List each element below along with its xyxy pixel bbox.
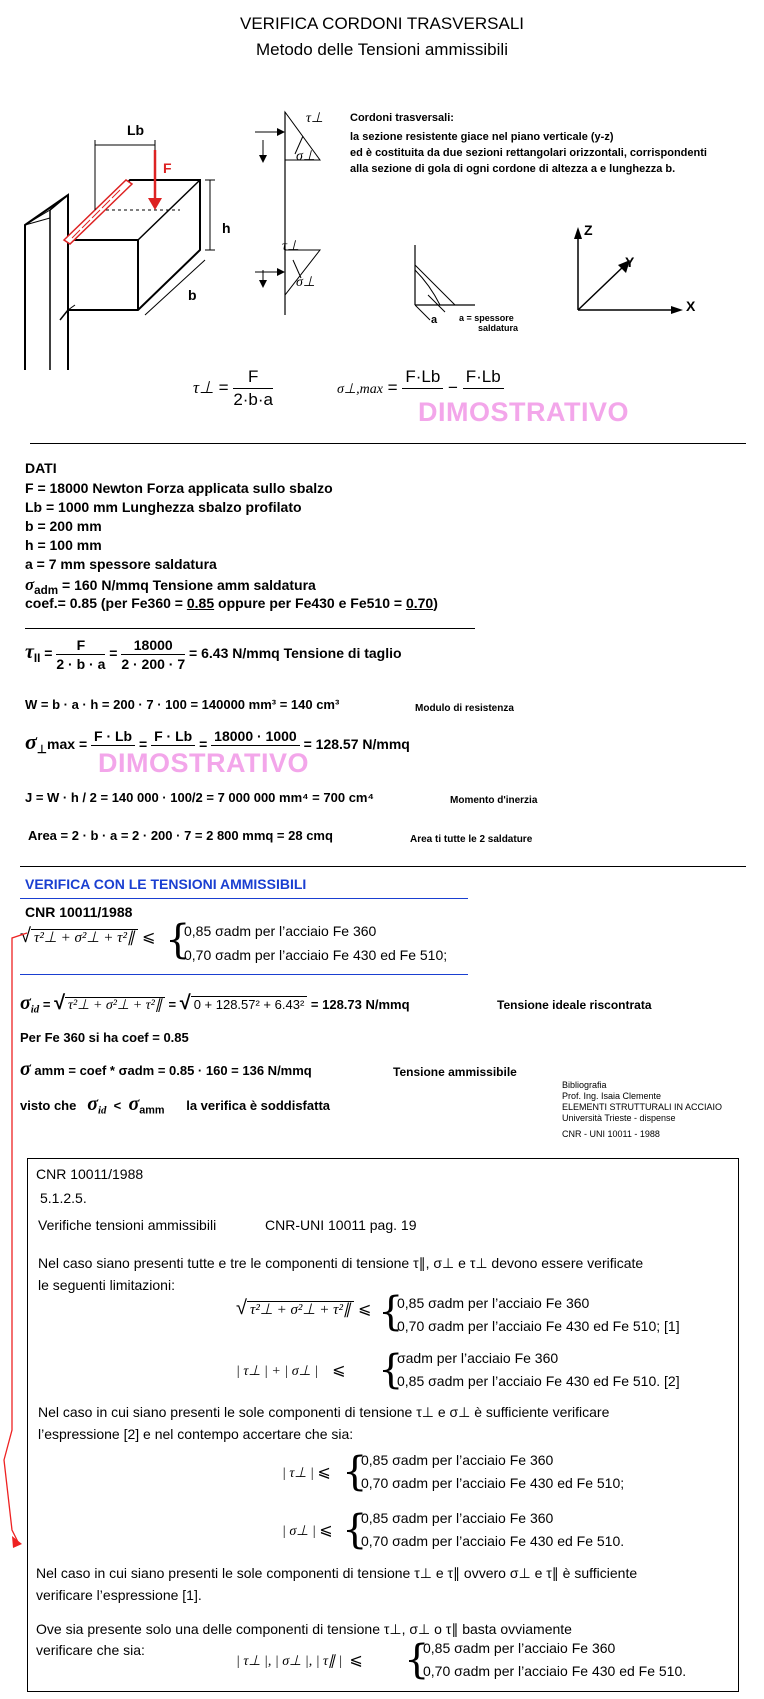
divider-3 bbox=[20, 866, 746, 867]
biblio-5: CNR - UNI 10011 - 1988 bbox=[562, 1129, 660, 1139]
desc-line-1: la sezione resistente giace nel piano verticale (y-z) bbox=[350, 131, 614, 143]
norm-f5-opt2: 0,70 σadm per l’acciaio Fe 430 ed Fe 510. bbox=[423, 1663, 687, 1679]
sigma-amm-note: Tensione ammissibile bbox=[393, 1065, 517, 1079]
norm-f3-opt1: 0,85 σadm per l’acciaio Fe 360 bbox=[361, 1452, 554, 1468]
dati-line-7: coef.= 0.85 (per Fe360 = 0.85 oppure per Fe430 e Fe510 = 0.70) bbox=[25, 595, 438, 611]
biblio-3: ELEMENTI STRUTTURALI IN ACCIAIO bbox=[562, 1102, 723, 1112]
tau-calc: $\tau_{II}$ = $\frac{F}{2 \cdot b \cdot a}$ = $\frac{18000}{2 \cdot 200 \cdot 7}$ = 6.43 N/mmq Tensione di taglio bbox=[25, 637, 402, 672]
norm-f5-opt1: 0,85 σadm per l’acciaio Fe 360 bbox=[423, 1640, 616, 1656]
area-line: Area = 2 · b · a = 2 · 200 · 7 = 2 800 mmq = 28 cmq bbox=[28, 828, 333, 843]
divider-1 bbox=[30, 443, 746, 444]
w-note: Modulo di resistenza bbox=[415, 703, 514, 714]
norm-f1-lhs: √ τ²⊥ + σ²⊥ + τ²∥ ⩽ bbox=[236, 1297, 372, 1319]
j-line: J = W · h / 2 = 140 000 · 100/2 = 7 000 000 mm⁴ = 700 cm⁴ bbox=[25, 790, 374, 805]
j-note: Momento d'inerzia bbox=[450, 795, 538, 806]
norm-box bbox=[27, 1158, 739, 1692]
norm-f5-lhs: | τ⊥ |, | σ⊥ |, | τ∥ | ⩽ bbox=[236, 1652, 363, 1669]
norm-p2b: l’espressione [2] e nel contempo accertare che sia: bbox=[38, 1426, 354, 1442]
brace-6: { bbox=[404, 1637, 430, 1683]
desc-line-2: ed è costituita da due sezioni rettangolari orizzontali, corrispondenti bbox=[350, 147, 707, 159]
beam-diagram bbox=[20, 110, 240, 370]
norm-p4b: verificare che sia: bbox=[36, 1642, 145, 1658]
b-label: b bbox=[188, 287, 197, 303]
norm-f1-opt1: 0,85 σadm per l’acciaio Fe 360 bbox=[397, 1295, 590, 1311]
watermark-mid: DIMOSTRATIVO bbox=[98, 748, 309, 778]
dati-line-2: Lb = 1000 mm Lunghezza sbalzo profilato bbox=[25, 499, 302, 515]
desc-title: Cordoni trasversali: bbox=[350, 112, 454, 124]
dati-heading: DATI bbox=[25, 460, 57, 476]
brace-4: { bbox=[342, 1449, 368, 1495]
verifica-heading: VERIFICA CON LE TENSIONI AMMISSIBILI bbox=[25, 876, 307, 892]
norm-f2-lhs: | τ⊥ | + | σ⊥ | ⩽ bbox=[236, 1362, 346, 1379]
norm-cnr: CNR 10011/1988 bbox=[36, 1166, 144, 1182]
red-connector-arrow bbox=[0, 930, 30, 1560]
norm-f2-opt2: 0,85 σadm per l’acciaio Fe 430 ed Fe 510. [2] bbox=[397, 1373, 680, 1389]
norm-p2a: Nel caso in cui siano presenti le sole componenti di tensione τ⊥ e σ⊥ è sufficiente verificare bbox=[38, 1404, 610, 1420]
biblio-1: Bibliografia bbox=[562, 1080, 607, 1090]
biblio-4: Università Trieste - dispense bbox=[562, 1113, 676, 1123]
area-note: Area ti tutte le 2 saldature bbox=[410, 834, 533, 845]
brace-3: { bbox=[378, 1347, 404, 1393]
stress-triangles bbox=[255, 110, 335, 320]
verifica-opt-1: 0,85 σadm per l’acciaio Fe 360 bbox=[184, 923, 377, 939]
sigma-max-calc: $\sigma_\perp\max$ = F · Lb = F · Lb = 18000 · 1000 = 128.57 N/mmq bbox=[25, 728, 410, 756]
norm-f1-opt2: 0,70 σadm per l’acciaio Fe 430 ed Fe 510; [1] bbox=[397, 1318, 680, 1334]
page-title: VERIFICA CORDONI TRASVERSALI bbox=[239, 14, 525, 33]
desc-line-3: alla sezione di gola di ogni cordone di altezza a e lunghezza b. bbox=[350, 163, 676, 175]
sigma-amm-line: σ amm = coef * σadm = 0.85 · 160 = 136 N/mmq bbox=[20, 1058, 312, 1080]
dati-line-3: b = 200 mm bbox=[25, 518, 102, 534]
fe360-line: Per Fe 360 si ha coef = 0.85 bbox=[20, 1030, 189, 1045]
norm-p1b: le seguenti limitazioni: bbox=[38, 1277, 175, 1293]
norm-p4a: Ove sia presente solo una delle componenti di tensione τ⊥, σ⊥ o τ∥ basta ovviamente bbox=[36, 1621, 572, 1637]
norm-verifiche: Verifiche tensioni ammissibili bbox=[38, 1217, 217, 1233]
axes-diagram bbox=[570, 225, 690, 320]
norm-p1a: Nel caso siano presenti tutte e tre le componenti di tensione τ∥, σ⊥ e τ⊥ devono essere verificate bbox=[38, 1255, 644, 1271]
formula-sigma-max: σ⊥,max = F·Lb − F·Lb bbox=[337, 367, 504, 410]
brace-1: { bbox=[165, 917, 191, 963]
norm-section: 5.1.2.5. bbox=[40, 1190, 87, 1206]
axis-y: Y bbox=[625, 254, 635, 270]
norm-f4-opt1: 0,85 σadm per l’acciaio Fe 360 bbox=[361, 1510, 554, 1526]
brace-2: { bbox=[378, 1289, 404, 1335]
watermark-top: DIMOSTRATIVO bbox=[418, 397, 629, 427]
norm-f3-lhs: | τ⊥ | ⩽ bbox=[282, 1464, 331, 1481]
force-label: F bbox=[163, 160, 172, 176]
sigma-perp-bottom: σ⊥ bbox=[296, 275, 316, 290]
divider-blue-1 bbox=[20, 898, 468, 899]
norm-pag: CNR-UNI 10011 pag. 19 bbox=[265, 1217, 417, 1233]
a-desc-2: saldatura bbox=[478, 323, 519, 333]
norm-f3-opt2: 0,70 σadm per l’acciaio Fe 430 ed Fe 510; bbox=[361, 1475, 625, 1491]
norm-f4-lhs: | σ⊥ | ⩽ bbox=[282, 1522, 333, 1539]
verifica-opt-2: 0,70 σadm per l’acciaio Fe 430 ed Fe 510; bbox=[184, 947, 448, 963]
norm-f2-opt1: σadm per l’acciaio Fe 360 bbox=[397, 1350, 559, 1366]
w-line: W = b · a · h = 200 · 7 · 100 = 140000 mm³ = 140 cm³ bbox=[25, 697, 340, 712]
visto-line: visto che $\sigma_{id} < \sigma_{amm}$ la verifica è soddisfatta bbox=[20, 1093, 330, 1117]
a-desc-1: a = spessore bbox=[459, 313, 514, 323]
a-label: a bbox=[431, 314, 438, 326]
divider-blue-2 bbox=[20, 974, 468, 975]
norm-f4-opt2: 0,70 σadm per l’acciaio Fe 430 ed Fe 510. bbox=[361, 1533, 625, 1549]
dati-line-4: h = 100 mm bbox=[25, 537, 102, 553]
lb-label: Lb bbox=[127, 122, 145, 138]
verifica-formula: √ τ²⊥ + σ²⊥ + τ²∥ ⩽ bbox=[20, 925, 156, 947]
sigma-id-calc: $\sigma_{id}$ = √ τ²⊥ + σ²⊥ + τ²∥ = √ 0 + 128.57² + 6.43² = 128.73 N/mmq bbox=[20, 992, 410, 1016]
axis-x: X bbox=[686, 298, 696, 314]
tau-perp-bottom: τ⊥ bbox=[282, 239, 300, 254]
dati-line-6: $\sigma_{adm} = 160$ N/mmq Tensione amm saldatura bbox=[25, 575, 316, 597]
dati-line-5: a = 7 mm spessore saldatura bbox=[25, 556, 217, 572]
norm-p3a: Nel caso in cui siano presenti le sole componenti di tensione τ⊥ e τ∥ ovvero σ⊥ e τ∥ è sufficiente bbox=[36, 1565, 638, 1581]
page-subtitle: Metodo delle Tensioni ammissibili bbox=[256, 40, 508, 59]
sigma-perp-top: σ⊥ bbox=[296, 149, 316, 164]
biblio-2: Prof. Ing. Isaia Clemente bbox=[562, 1091, 662, 1101]
norm-p3b: verificare l’espressione [1]. bbox=[36, 1587, 202, 1603]
axis-z: Z bbox=[584, 222, 593, 238]
divider-2 bbox=[25, 628, 475, 629]
sigma-id-note: Tensione ideale riscontrata bbox=[497, 998, 652, 1012]
formula-tau: τ⊥ = $\frac{F}{2\cdot b\cdot a}$ bbox=[193, 367, 273, 409]
tau-perp-top: τ⊥ bbox=[306, 111, 324, 126]
verifica-cnr: CNR 10011/1988 bbox=[25, 904, 133, 920]
h-label: h bbox=[222, 220, 231, 236]
dati-line-1: F = 18000 Newton Forza applicata sullo sbalzo bbox=[25, 480, 333, 496]
brace-5: { bbox=[342, 1507, 368, 1553]
